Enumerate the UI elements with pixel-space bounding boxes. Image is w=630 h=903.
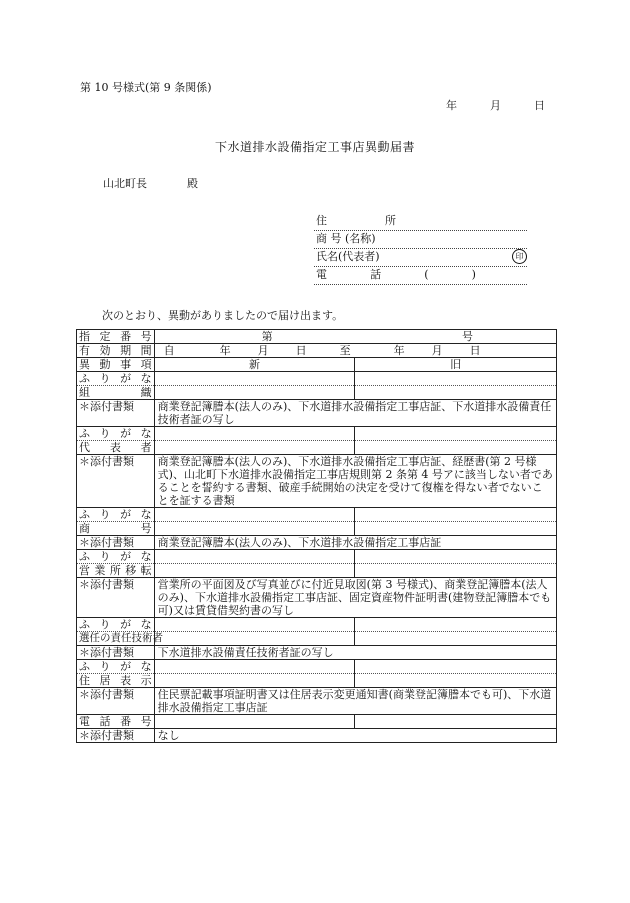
trade-name-new-furigana-input[interactable]	[154, 508, 355, 522]
header-old: 旧	[355, 358, 557, 372]
seal-icon: 印	[512, 249, 527, 264]
validity-to-month: 月	[431, 344, 443, 357]
section-office-relocation-row	[77, 564, 557, 578]
designation-row	[77, 330, 557, 344]
organization-new-input[interactable]	[154, 386, 355, 400]
intro-text: 次のとおり、異動がありましたので届け出ます。	[102, 309, 344, 322]
engineer-label: 選任の責任技術者	[79, 632, 163, 644]
applicant-name-label: 氏名(代表者)	[316, 250, 380, 263]
designation-prefix: 第	[261, 330, 273, 343]
residence-label: 住 居 表 示	[79, 674, 152, 687]
attach-label: ＊添付書類	[77, 536, 155, 550]
applicant-address-label-2: 所	[385, 214, 396, 227]
section-engineer-attach-row	[77, 646, 557, 660]
attach-label: ＊添付書類	[77, 729, 155, 743]
phone-old-input[interactable]	[355, 715, 557, 729]
section-engineer-row	[77, 632, 557, 646]
section-organization-attach-row	[77, 400, 557, 427]
organization-new-furigana-input[interactable]	[154, 372, 355, 386]
engineer-new-furigana-input[interactable]	[154, 618, 355, 632]
residence-new-furigana-input[interactable]	[154, 660, 355, 674]
section-residence-row	[77, 674, 557, 688]
section-organization-furigana-row	[77, 372, 557, 386]
phone-new-input[interactable]	[154, 715, 355, 729]
engineer-old-furigana-input[interactable]	[355, 618, 557, 632]
representative-old-furigana-input[interactable]	[355, 427, 557, 441]
section-office-relocation-attach-row	[77, 578, 557, 618]
furigana-label: ふ り が な	[79, 427, 152, 440]
trade-name-old-input[interactable]	[355, 522, 557, 536]
residence-attachments: 住民票記載事項証明書又は住居表示変更通知書(商業登記簿謄本でも可)、下水道排水設備指定工事店証	[154, 688, 556, 715]
office-relocation-attachments: 営業所の平面図及び写真並びに付近見取図(第 3 号様式)、商業登記簿謄本(法人のみ)、下水道排水設備指定工事店証、固定資産物件証明書(建物登記簿謄本でも可)又は賃貸借契約書の写し	[154, 578, 556, 618]
trade-name-label: 商 号	[79, 522, 152, 535]
attach-label: ＊添付書類	[77, 455, 155, 508]
validity-to-day: 日	[469, 344, 481, 357]
document-title: 下水道排水設備指定工事店異動届書	[214, 140, 415, 154]
section-representative-row	[77, 441, 557, 455]
furigana-label: ふ り が な	[79, 372, 152, 385]
form-number: 第 10 号様式(第 9 条関係)	[80, 81, 212, 94]
validity-from-year: 年	[219, 344, 231, 357]
section-residence-furigana-row	[77, 660, 557, 674]
applicant-block	[314, 213, 527, 285]
applicant-trade-name-label: 商 号 (名称)	[316, 232, 376, 245]
engineer-attachments: 下水道排水設備責任技術者証の写し	[154, 646, 556, 660]
applicant-phone-label-2: 話	[370, 268, 382, 281]
phone-attachments: なし	[154, 729, 556, 743]
section-trade-name-row	[77, 522, 557, 536]
validity-to-year: 年	[393, 344, 405, 357]
furigana-label: ふ り が な	[79, 508, 152, 521]
header-new: 新	[154, 358, 355, 372]
applicant-phone-paren-close: )	[471, 268, 476, 281]
representative-new-input[interactable]	[154, 441, 355, 455]
representative-label: 代 表 者	[79, 441, 152, 454]
section-organization-row	[77, 386, 557, 400]
validity-row	[77, 344, 557, 358]
date-month-label: 月	[490, 99, 501, 112]
applicant-phone-field[interactable]	[314, 267, 527, 285]
phone-attach-row	[77, 729, 557, 743]
validity-to: 至	[339, 344, 351, 357]
designation-input[interactable]	[154, 330, 556, 344]
phone-label: 電 話 番 号	[79, 715, 152, 728]
engineer-old-input[interactable]	[355, 632, 557, 646]
trade-name-attachments: 商業登記簿謄本(法人のみ)、下水道排水設備指定工事店証	[154, 536, 556, 550]
organization-old-furigana-input[interactable]	[355, 372, 557, 386]
change-notification-table	[76, 329, 557, 743]
section-trade-name-attach-row	[77, 536, 557, 550]
organization-label: 組 織	[79, 386, 152, 399]
section-office-relocation-furigana-row	[77, 550, 557, 564]
attach-label: ＊添付書類	[77, 646, 155, 660]
section-engineer-furigana-row	[77, 618, 557, 632]
phone-row	[77, 715, 557, 729]
engineer-new-input[interactable]	[154, 632, 355, 646]
validity-from-day: 日	[295, 344, 307, 357]
office-relocation-old-furigana-input[interactable]	[355, 550, 557, 564]
representative-new-furigana-input[interactable]	[154, 427, 355, 441]
office-relocation-old-input[interactable]	[355, 564, 557, 578]
office-relocation-label: 営 業 所 移 転	[79, 564, 152, 577]
furigana-label: ふ り が な	[79, 618, 152, 631]
header-label: 異 動 事 項	[79, 358, 152, 371]
applicant-address-label-1: 住	[316, 214, 327, 227]
attach-label: ＊添付書類	[77, 578, 155, 618]
date-day-label: 日	[534, 99, 545, 112]
validity-from: 自	[163, 344, 175, 357]
applicant-phone-paren-open: (	[424, 268, 429, 281]
date-year-label: 年	[446, 99, 457, 112]
applicant-phone-label-1: 電	[316, 268, 327, 281]
section-representative-furigana-row	[77, 427, 557, 441]
section-representative-attach-row	[77, 455, 557, 508]
representative-old-input[interactable]	[355, 441, 557, 455]
header-row	[77, 358, 557, 372]
applicant-address-field[interactable]	[314, 213, 527, 231]
residence-old-furigana-input[interactable]	[355, 660, 557, 674]
organization-attachments: 商業登記簿謄本(法人のみ)、下水道排水設備指定工事店証、下水道排水設備責任技術者証の写し	[154, 400, 556, 427]
office-relocation-new-input[interactable]	[154, 564, 355, 578]
date-line	[446, 99, 545, 113]
representative-attachments: 商業登記簿謄本(法人のみ)、下水道排水設備指定工事店証、経歴書(第 2 号様式)、山北町下水道排水設備指定工事店規則第 2 条第 4 号アに該当しない者であることを誓約する書類、破産手続開始の決定を受けて復権を得ない者でないことを証する書類	[154, 455, 556, 508]
designation-label: 指 定 番 号	[79, 330, 152, 343]
section-trade-name-furigana-row	[77, 508, 557, 522]
attach-label: ＊添付書類	[77, 400, 155, 427]
validity-label: 有 効 期 間	[79, 344, 152, 357]
applicant-trade-name-field[interactable]	[314, 231, 527, 249]
applicant-name-field[interactable]	[314, 249, 527, 267]
addressee	[103, 177, 198, 191]
residence-new-input[interactable]	[154, 674, 355, 688]
validity-input[interactable]	[154, 344, 556, 358]
trade-name-new-input[interactable]	[154, 522, 355, 536]
designation-suffix: 号	[462, 330, 473, 343]
residence-old-input[interactable]	[355, 674, 557, 688]
furigana-label: ふ り が な	[79, 660, 152, 673]
office-relocation-new-furigana-input[interactable]	[154, 550, 355, 564]
furigana-label: ふ り が な	[79, 550, 152, 563]
addressee-name: 山北町長	[103, 177, 147, 190]
section-residence-attach-row	[77, 688, 557, 715]
organization-old-input[interactable]	[355, 386, 557, 400]
attach-label: ＊添付書類	[77, 688, 155, 715]
trade-name-old-furigana-input[interactable]	[355, 508, 557, 522]
validity-from-month: 月	[257, 344, 269, 357]
addressee-honorific: 殿	[187, 177, 198, 190]
